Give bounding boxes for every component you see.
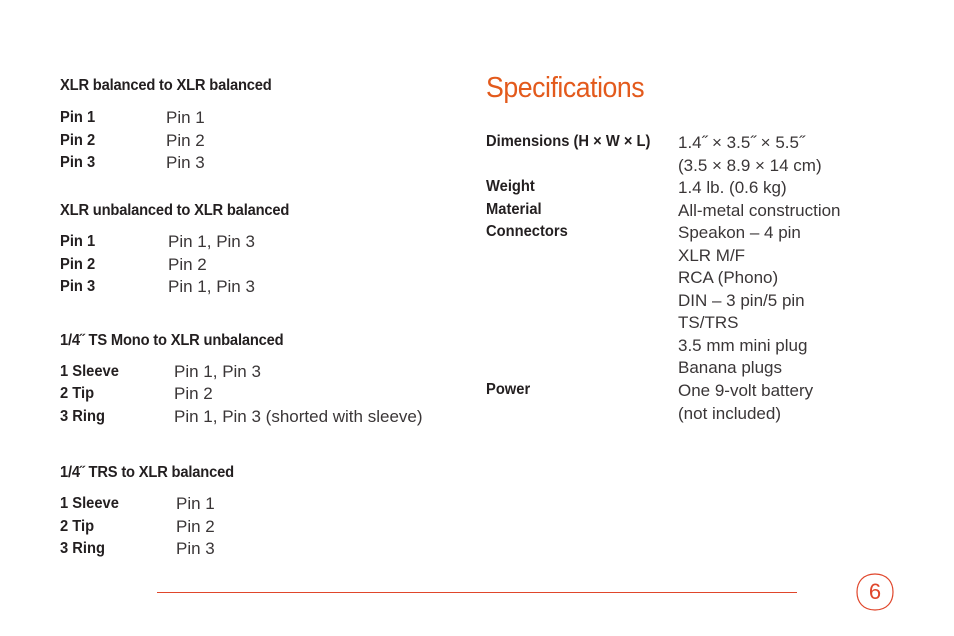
list-item: TS/TRS [678, 313, 739, 332]
list-item: Speakon – 4 pin [678, 223, 801, 242]
spec-value-line: (not included) [678, 403, 782, 423]
page-number-badge [855, 572, 895, 612]
row-key: 1 Sleeve [60, 495, 119, 512]
list-item: 3.5 mm mini plug [678, 335, 808, 355]
footer-divider [157, 592, 797, 593]
spec-key-material: Material [486, 201, 542, 218]
list-item: XLR M/F [678, 245, 746, 265]
list-item: DIN – 3 pin/5 pin [678, 290, 805, 310]
spec-value-line: (3.5 × 8.9 × 14 cm) [678, 155, 822, 175]
row-value: Pin 2 [168, 255, 207, 274]
row-value: Pin 1, Pin 3 [168, 232, 255, 251]
section-title-trs: 1/4˝ TRS to XLR balanced [60, 464, 234, 481]
row-value: Pin 2 [174, 384, 213, 403]
row-key: 2 Tip [60, 385, 95, 402]
row-value: Pin 1 [166, 108, 205, 127]
row-key: Pin 2 [60, 132, 96, 149]
row-value: Pin 2 [176, 517, 215, 536]
row-key: Pin 3 [60, 278, 96, 295]
row-value: Pin 1, Pin 3 [174, 362, 261, 381]
page-title: Specifications [486, 72, 645, 104]
row-key: Pin 1 [60, 109, 96, 126]
list-item: Banana plugs [678, 358, 782, 377]
section-title-xlr-balanced: XLR balanced to XLR balanced [60, 77, 272, 94]
spec-value-weight: 1.4 lb. (0.6 kg) [678, 178, 787, 197]
row-key: 1 Sleeve [60, 363, 119, 380]
page-number: 6 [868, 579, 882, 604]
row-key: 2 Tip [60, 518, 95, 535]
spec-value-connectors [678, 222, 807, 380]
row-value: Pin 1, Pin 3 (shorted with sleeve) [174, 407, 423, 426]
row-key: Pin 2 [60, 256, 96, 273]
spec-key-power: Power [486, 381, 531, 398]
spec-value-dimensions [678, 132, 822, 177]
spec-key-connectors: Connectors [486, 223, 568, 240]
spec-key-weight: Weight [486, 178, 535, 195]
section-title-ts-mono: 1/4˝ TS Mono to XLR unbalanced [60, 332, 284, 349]
spec-value-line: 1.4˝ × 3.5˝ × 5.5˝ [678, 133, 805, 152]
section-title-xlr-unbalanced: XLR unbalanced to XLR balanced [60, 202, 290, 219]
row-value: Pin 3 [166, 153, 205, 172]
list-item: RCA (Phono) [678, 268, 779, 287]
row-key: 3 Ring [60, 540, 105, 557]
row-value: Pin 1 [176, 494, 215, 513]
spec-value-line: One 9-volt battery [678, 381, 814, 400]
row-value: Pin 1, Pin 3 [168, 277, 255, 296]
row-value: Pin 3 [176, 539, 215, 558]
row-key: 3 Ring [60, 408, 105, 425]
row-key: Pin 3 [60, 154, 96, 171]
spec-value-power [678, 380, 813, 425]
spec-value-material: All-metal construction [678, 201, 841, 220]
row-key: Pin 1 [60, 233, 96, 250]
spec-key-dimensions: Dimensions (H × W × L) [486, 133, 651, 150]
row-value: Pin 2 [166, 131, 205, 150]
